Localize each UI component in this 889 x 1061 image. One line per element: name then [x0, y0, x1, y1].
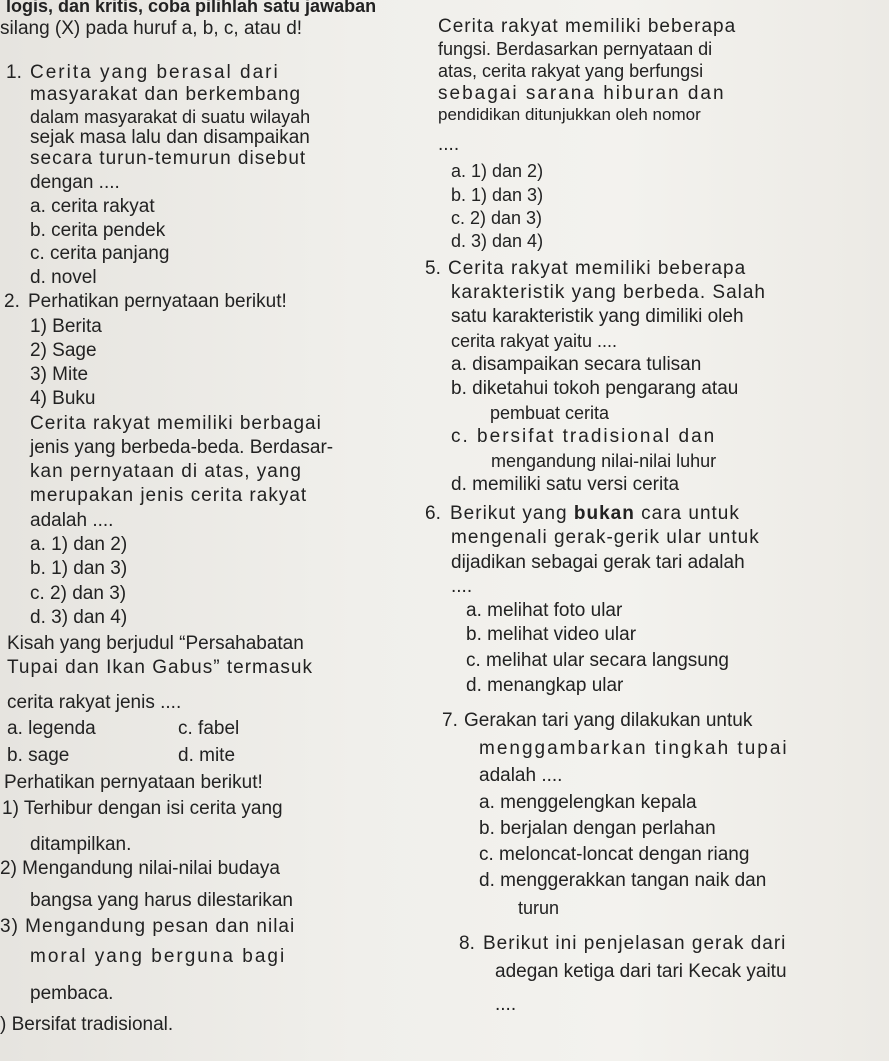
q4-statement-1b: ditampilkan.: [30, 834, 132, 855]
q3-line-0: Kisah yang berjudul “Persahabatan: [7, 633, 304, 654]
q2-line-3: merupakan jenis cerita rakyat: [30, 485, 308, 506]
q6-pre-text: Berikut yang: [450, 503, 568, 524]
instruction-line-1: silang (X) pada huruf a, b, c, atau d!: [0, 18, 303, 39]
q5-option-b-cont: pembuat cerita: [490, 403, 610, 423]
q7-option-c[interactable]: c. meloncat-loncat dengan riang: [479, 844, 750, 865]
q5-line-0: Cerita rakyat memiliki beberapa: [448, 258, 747, 279]
q7-line-1: menggambarkan tingkah tupai: [479, 738, 789, 759]
q4-option-c[interactable]: c. 2) dan 3): [451, 208, 543, 228]
q6-number: 6.: [425, 503, 441, 524]
q4-statement-3a: 3) Mengandung pesan dan nilai: [0, 916, 296, 937]
q5-number: 5.: [425, 258, 441, 279]
q5-option-c[interactable]: c. bersifat tradisional dan: [451, 426, 717, 447]
q3-option-c[interactable]: c. fabel: [178, 718, 240, 739]
q2-intro: Perhatikan pernyataan berikut!: [28, 291, 287, 312]
q2-statement-4: 4) Buku: [30, 388, 96, 409]
q2-option-a[interactable]: a. 1) dan 2): [30, 534, 128, 555]
q7-option-a[interactable]: a. menggelengkan kepala: [479, 792, 697, 813]
q7-option-d-cont: turun: [518, 898, 560, 918]
q4-intro: Perhatikan pernyataan berikut!: [4, 772, 263, 793]
q1-option-c[interactable]: c. cerita panjang: [30, 243, 170, 264]
q4-statement-3b: moral yang berguna bagi: [30, 946, 287, 967]
q5-line-1: karakteristik yang berbeda. Salah: [451, 282, 766, 303]
q2-statement-1: 1) Berita: [30, 316, 102, 337]
q1-line-0: Cerita yang berasal dari: [30, 62, 280, 83]
q6-option-b[interactable]: b. melihat video ular: [466, 624, 637, 645]
q8-line-2: ....: [495, 994, 517, 1015]
q1-option-b[interactable]: b. cerita pendek: [30, 220, 166, 241]
q5-line-3: cerita rakyat yaitu ....: [451, 331, 618, 351]
q2-line-0: Cerita rakyat memiliki berbagai: [30, 413, 322, 434]
q6-line-0: [450, 503, 740, 525]
q6-option-c[interactable]: c. melihat ular secara langsung: [466, 650, 729, 671]
q4-line-0: Cerita rakyat memiliki beberapa: [438, 16, 737, 37]
q3-line-1: Tupai dan Ikan Gabus” termasuk: [7, 657, 313, 678]
q1-line-1: masyarakat dan berkembang: [30, 84, 302, 105]
q6-line-1: mengenali gerak-gerik ular untuk: [451, 527, 760, 548]
q3-option-b[interactable]: b. sage: [7, 745, 70, 766]
q4-line-5: ....: [438, 134, 460, 155]
q4-option-d[interactable]: d. 3) dan 4): [451, 231, 544, 251]
q4-line-4: pendidikan ditunjukkan oleh nomor: [438, 105, 701, 124]
q7-line-2: adalah ....: [479, 765, 563, 786]
q2-option-d[interactable]: d. 3) dan 4): [30, 607, 128, 628]
q3-option-a[interactable]: a. legenda: [7, 718, 96, 739]
q5-option-c-cont: mengandung nilai-nilai luhur: [491, 451, 717, 471]
q7-number: 7.: [442, 710, 458, 731]
q2-number: 2.: [4, 291, 20, 312]
q6-line-3: ....: [451, 576, 473, 597]
q7-option-b[interactable]: b. berjalan dengan perlahan: [479, 818, 716, 839]
q2-option-b[interactable]: b. 1) dan 3): [30, 558, 128, 579]
q5-option-d[interactable]: d. memiliki satu versi cerita: [451, 474, 680, 495]
q4-statement-4: ) Bersifat tradisional.: [0, 1014, 174, 1035]
q2-option-c[interactable]: c. 2) dan 3): [30, 583, 127, 604]
q7-line-0: Gerakan tari yang dilakukan untuk: [464, 710, 753, 731]
q5-option-b[interactable]: b. diketahui tokoh pengarang atau: [451, 378, 739, 399]
q2-statement-3: 3) Mite: [30, 364, 89, 385]
q6-line-2: dijadikan sebagai gerak tari adalah: [451, 552, 745, 573]
q1-line-5: dengan ....: [30, 172, 120, 193]
q2-line-1: jenis yang berbeda-beda. Berdasar-: [30, 437, 334, 458]
instruction-line-0: logis, dan kritis, coba pilihlah satu jawaban: [6, 0, 377, 16]
q5-line-2: satu karakteristik yang dimiliki oleh: [451, 306, 744, 327]
q8-line-1: adegan ketiga dari tari Kecak yaitu: [495, 961, 787, 982]
q4-statement-1a: 1) Terhibur dengan isi cerita yang: [2, 798, 283, 819]
q1-option-a[interactable]: a. cerita rakyat: [30, 196, 155, 217]
q2-statement-2: 2) Sage: [30, 340, 97, 361]
q1-line-2: dalam masyarakat di suatu wilayah: [30, 107, 311, 127]
q4-statement-2a: 2) Mengandung nilai-nilai budaya: [0, 858, 280, 879]
q5-option-a[interactable]: a. disampaikan secara tulisan: [451, 354, 702, 375]
q6-emphasis-bukan: bukan: [573, 503, 635, 524]
q4-statement-2b: bangsa yang harus dilestarikan: [30, 890, 294, 911]
q2-line-2: kan pernyataan di atas, yang: [30, 461, 303, 482]
q4-line-2: atas, cerita rakyat yang berfungsi: [438, 61, 704, 81]
q4-line-3: sebagai sarana hiburan dan: [438, 83, 726, 104]
q4-statement-3c: pembaca.: [30, 983, 114, 1004]
q3-line-2: cerita rakyat jenis ....: [7, 692, 182, 713]
q4-option-a[interactable]: a. 1) dan 2): [451, 161, 544, 181]
q1-option-d[interactable]: d. novel: [30, 267, 97, 288]
q6-option-a[interactable]: a. melihat foto ular: [466, 600, 623, 621]
q6-option-d[interactable]: d. menangkap ular: [466, 675, 624, 696]
q7-option-d[interactable]: d. menggerakkan tangan naik dan: [479, 870, 767, 891]
q8-number: 8.: [459, 933, 475, 954]
q3-option-d[interactable]: d. mite: [178, 745, 236, 766]
q1-line-4: secara turun-temurun disebut: [30, 148, 307, 169]
q8-line-0: Berikut ini penjelasan gerak dari: [483, 933, 787, 954]
q4-option-b[interactable]: b. 1) dan 3): [451, 185, 544, 205]
q2-line-4: adalah ....: [30, 510, 114, 531]
q1-line-3: sejak masa lalu dan disampaikan: [30, 127, 310, 148]
q4-line-1: fungsi. Berdasarkan pernyataan di: [438, 39, 713, 59]
q6-post-text: cara untuk: [641, 503, 740, 524]
q1-number: 1.: [6, 62, 22, 83]
